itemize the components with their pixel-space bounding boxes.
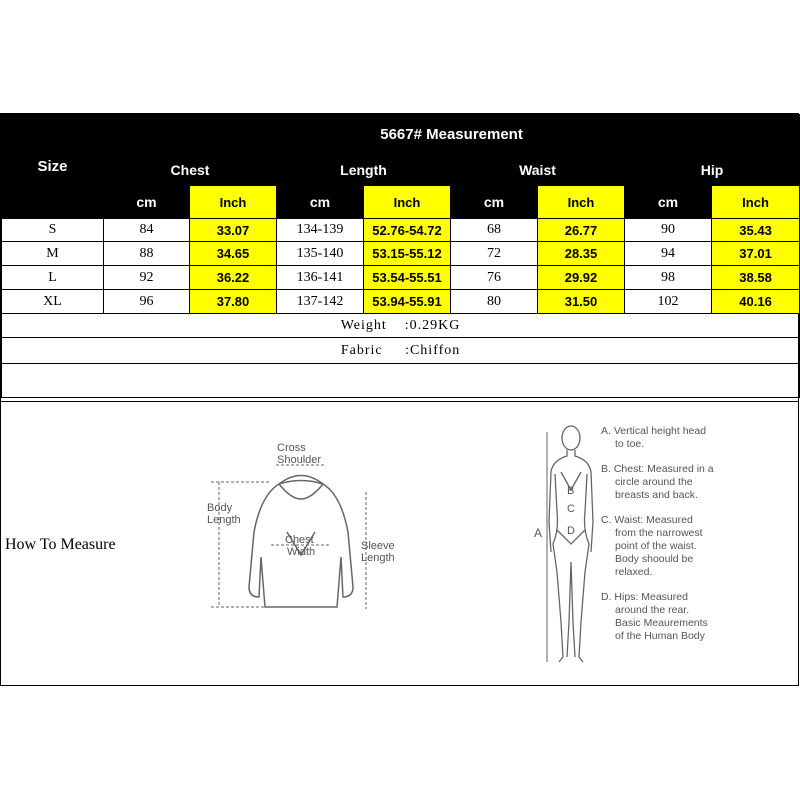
note-line: of the Human Body <box>615 630 705 642</box>
empty-row <box>2 364 800 398</box>
letter-c: C <box>567 503 575 515</box>
length-cm-cell: 135-140 <box>277 242 364 266</box>
how-to-measure-label: How To Measure <box>5 536 116 553</box>
length-cm-cell: 134-139 <box>277 219 364 242</box>
size-header: Size <box>2 115 104 219</box>
table-row <box>2 266 800 290</box>
length-inch-header: Inch <box>364 186 451 219</box>
shirt-measure-diagram <box>201 437 421 627</box>
cross-shoulder-label-2: Shoulder <box>277 454 322 466</box>
letter-d: D <box>567 525 575 537</box>
hip-inch-cell: 38.58 <box>712 266 800 290</box>
note-line: A. Vertical height head <box>601 425 707 437</box>
length-inch-cell: 53.54-55.51 <box>364 266 451 290</box>
chest-cm-cell: 92 <box>104 266 190 290</box>
sleeve-length-label: Sleeve <box>361 540 395 552</box>
weight-row: Weight :0.29KG <box>2 314 800 338</box>
hip-inch-header: Inch <box>712 186 800 219</box>
waist-inch-header: Inch <box>538 186 625 219</box>
chest-header: Chest <box>104 155 277 186</box>
waist-header: Waist <box>451 155 625 186</box>
fabric-row: Fabric :Chiffon <box>2 338 800 364</box>
waist-cm-cell: 80 <box>451 290 538 314</box>
hip-cm-header: cm <box>625 186 712 219</box>
body-length-label-2: Length <box>207 514 241 526</box>
shirt-collar <box>279 476 323 500</box>
length-inch-cell: 52.76-54.72 <box>364 219 451 242</box>
hip-cm-cell: 94 <box>625 242 712 266</box>
waist-inch-cell: 26.77 <box>538 219 625 242</box>
size-cell: L <box>2 266 104 290</box>
waist-inch-cell: 28.35 <box>538 242 625 266</box>
note-line: around the rear. <box>615 604 690 616</box>
length-inch-cell: 53.94-55.91 <box>364 290 451 314</box>
note-line: relaxed. <box>615 566 653 578</box>
note-line: C. Waist: Measured <box>601 514 693 526</box>
length-inch-cell: 53.15-55.12 <box>364 242 451 266</box>
note-line: D. Hips: Measured <box>601 591 688 603</box>
how-to-measure-section <box>1 401 799 687</box>
note-line: point of the waist. <box>615 540 697 552</box>
waist-cm-cell: 76 <box>451 266 538 290</box>
hip-inch-cell: 40.16 <box>712 290 800 314</box>
length-cm-cell: 136-141 <box>277 266 364 290</box>
note-line: B. Chest: Measured in a <box>601 463 714 475</box>
table-row <box>2 219 800 242</box>
measure-notes <box>601 422 781 672</box>
waist-cm-header: cm <box>451 186 538 219</box>
hip-inch-cell: 37.01 <box>712 242 800 266</box>
hip-cm-cell: 90 <box>625 219 712 242</box>
sleeve-length-label-2: Length <box>361 552 395 564</box>
chest-inch-header: Inch <box>190 186 277 219</box>
hip-cm-cell: 98 <box>625 266 712 290</box>
length-cm-header: cm <box>277 186 364 219</box>
chest-cm-cell: 84 <box>104 219 190 242</box>
hip-header: Hip <box>625 155 800 186</box>
note-line: to toe. <box>615 438 645 450</box>
waist-cm-cell: 72 <box>451 242 538 266</box>
note-line: Body shoould be <box>615 553 694 565</box>
table-title: 5667# Measurement <box>104 115 800 155</box>
waist-cm-cell: 68 <box>451 219 538 242</box>
table-row <box>2 290 800 314</box>
head-shape <box>562 426 580 450</box>
hip-cm-cell: 102 <box>625 290 712 314</box>
chest-inch-cell: 33.07 <box>190 219 277 242</box>
chest-cm-header: cm <box>104 186 190 219</box>
hip-inch-cell: 35.43 <box>712 219 800 242</box>
size-cell: XL <box>2 290 104 314</box>
size-chart <box>0 113 799 686</box>
chest-inch-cell: 34.65 <box>190 242 277 266</box>
chest-cm-cell: 96 <box>104 290 190 314</box>
size-cell: M <box>2 242 104 266</box>
waist-inch-cell: 31.50 <box>538 290 625 314</box>
length-header: Length <box>277 155 451 186</box>
size-cell: S <box>2 219 104 242</box>
measurement-table <box>1 114 800 398</box>
cross-shoulder-label: Cross <box>277 442 306 454</box>
letter-b: B <box>567 485 575 497</box>
note-line: from the narrowest <box>615 527 703 539</box>
chest-inch-cell: 37.80 <box>190 290 277 314</box>
letter-a: A <box>534 526 543 540</box>
body-length-label: Body <box>207 502 233 514</box>
chest-width-label: Chest <box>285 534 314 546</box>
chest-inch-cell: 36.22 <box>190 266 277 290</box>
note-line: circle around the <box>615 476 693 488</box>
table-row <box>2 242 800 266</box>
note-line: breasts and back. <box>615 489 698 501</box>
chest-width-label-2: Width <box>287 546 316 558</box>
waist-inch-cell: 29.92 <box>538 266 625 290</box>
note-line: Basic Meaurements <box>615 617 708 629</box>
chest-cm-cell: 88 <box>104 242 190 266</box>
body-outline <box>549 450 593 662</box>
length-cm-cell: 137-142 <box>277 290 364 314</box>
